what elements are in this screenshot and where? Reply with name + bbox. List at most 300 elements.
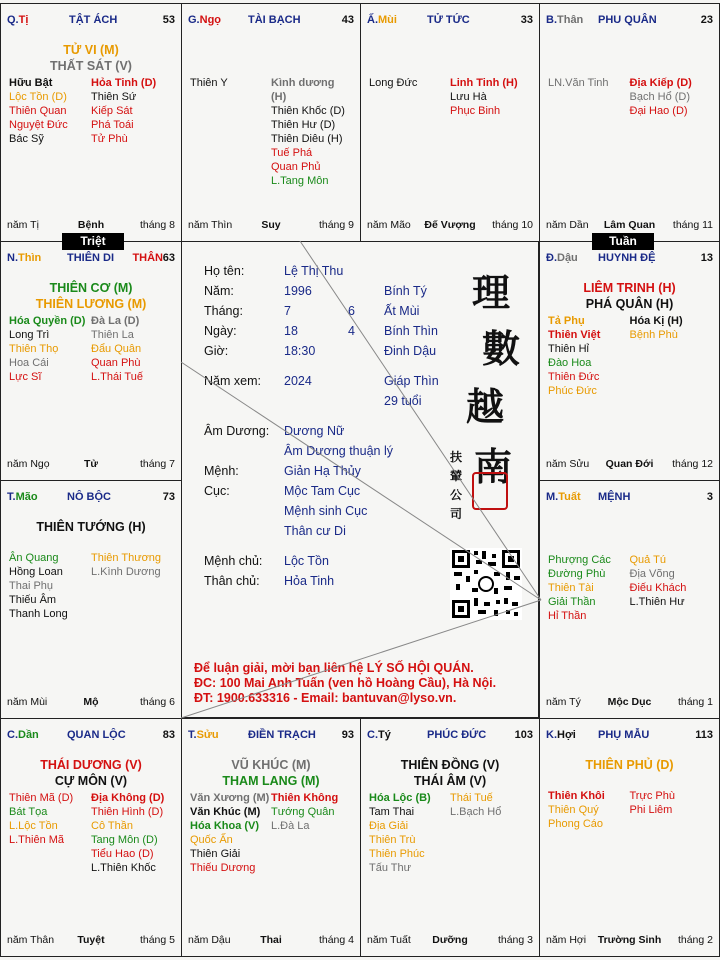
palace-footer	[367, 219, 533, 233]
palace-branch	[546, 491, 581, 503]
palace-number: 113	[695, 729, 713, 741]
palace-name: PHÚC ĐỨC	[427, 729, 487, 741]
minor-star: L.Bạch Hổ	[450, 806, 502, 818]
truong-sinh-stage: Tuyệt	[77, 934, 105, 946]
minor-star: Hữu Bật	[9, 77, 53, 89]
palace-name: TỬ TỨC	[427, 14, 470, 26]
palace-branch	[546, 252, 578, 264]
palace-stem: Đ.	[546, 252, 557, 264]
nam-can-chi: Bính Tý	[384, 284, 427, 298]
luu-thang-month: tháng 2	[677, 934, 713, 946]
palace-branch	[7, 252, 41, 264]
minor-star: Kình dương (H)	[271, 77, 335, 103]
minor-star: Tam Thai	[369, 806, 415, 818]
palace-6[interactable]	[539, 718, 720, 957]
minor-star: Tấu Thư	[369, 862, 412, 874]
palace-number: 73	[162, 491, 175, 503]
minor-star: Địa Không (D)	[91, 792, 165, 804]
main-star: THIÊN TƯỚNG (H)	[36, 520, 146, 534]
palace-stem: T.	[188, 729, 197, 741]
minor-star: Quan Phù	[91, 357, 141, 369]
palace-branch	[7, 491, 38, 503]
minor-star: Thiên Quý	[548, 804, 599, 816]
palace-footer	[546, 934, 713, 948]
minor-stars-left	[190, 791, 271, 875]
minor-star: Bạch Hổ (D)	[629, 91, 691, 103]
palace-8[interactable]	[181, 718, 361, 957]
main-star: THẤT SÁT (V)	[50, 59, 132, 73]
palace-9[interactable]	[0, 718, 182, 957]
palace-name: MỆNH	[598, 491, 631, 503]
minor-stars	[190, 76, 352, 188]
luu-nien-year: năm Thìn	[188, 219, 233, 231]
main-star: THIÊN CƠ (M)	[49, 281, 133, 295]
luu-nien-year: năm Mùi	[7, 696, 48, 708]
palace-number: 43	[341, 14, 354, 26]
palace-number: 93	[341, 729, 354, 741]
calligraphy-char-2: 數	[482, 326, 521, 371]
palace-number: 103	[514, 729, 533, 741]
minor-star: Đại Hao (D)	[629, 105, 688, 117]
luu-thang-month: tháng 10	[492, 219, 533, 231]
minor-stars-right	[630, 314, 712, 398]
minor-stars	[548, 76, 711, 118]
luu-thang-month: tháng 7	[139, 458, 175, 470]
nam-value: 1996	[284, 284, 312, 298]
minor-stars-right	[91, 551, 173, 621]
truong-sinh-stage: Quan Đới	[605, 458, 654, 470]
minor-star: Cô Thần	[91, 820, 133, 832]
minor-star: Lộc Tồn (D)	[9, 91, 67, 103]
minor-stars-right	[271, 76, 352, 188]
truong-sinh-stage: Đế Vượng	[424, 219, 476, 231]
minor-star: Văn Khúc (M)	[190, 806, 261, 818]
luu-nien-year: năm Thân	[7, 934, 55, 946]
main-stars	[1, 757, 181, 789]
minor-star: Thiên Sứ	[91, 91, 137, 103]
palace-stem: Ấ.	[367, 14, 378, 26]
menh-chu-label: Mệnh chủ:	[204, 554, 263, 568]
palace-stem: G.	[188, 14, 200, 26]
minor-star: Điếu Khách	[629, 582, 687, 594]
ho-ten-label: Họ tên:	[204, 264, 245, 278]
menh-label: Mệnh:	[204, 464, 239, 478]
palace-branch	[367, 14, 397, 26]
minor-star: Tuế Phá	[271, 147, 313, 159]
nam-xem-value: 2024	[284, 374, 312, 388]
palace-0[interactable]	[0, 3, 182, 242]
palace-branch	[7, 729, 39, 741]
minor-star: Thiên Hư (D)	[271, 119, 336, 131]
luu-nien-year: năm Ngọ	[7, 458, 50, 470]
red-seal-stamp	[472, 472, 508, 510]
minor-star: Lưu Hà	[450, 91, 487, 103]
thang-can-chi: Ất Mùi	[384, 304, 420, 318]
palace-branch	[188, 14, 221, 26]
palace-name: TÀI BẠCH	[248, 14, 301, 26]
gio-value: 18:30	[284, 344, 316, 358]
palace-name: THIÊN DI	[67, 252, 115, 264]
ho-ten-value: Lệ Thị Thu	[284, 264, 344, 278]
luu-nien-year: năm Dậu	[188, 934, 231, 946]
center-info-panel	[181, 241, 539, 718]
minor-stars-left	[548, 553, 630, 623]
qr-code[interactable]	[450, 548, 522, 620]
main-star: THÁI DƯƠNG (V)	[40, 758, 142, 772]
minor-star: L.Lộc Tồn	[9, 820, 58, 832]
luu-nien-year: năm Mão	[367, 219, 411, 231]
thang-label: Tháng:	[204, 304, 243, 318]
luu-nien-year: năm Tý	[546, 696, 581, 708]
minor-stars-left	[548, 789, 630, 831]
palace-stem: Q.	[7, 14, 19, 26]
minor-stars-left	[9, 314, 91, 384]
palace-footer	[7, 219, 175, 233]
cuc-label: Cục:	[204, 484, 230, 498]
minor-stars-right	[91, 76, 173, 146]
minor-star: L.Thái Tuế	[91, 371, 143, 383]
nam-label: Năm:	[204, 284, 234, 298]
palace-branch-name: Hợi	[557, 729, 576, 741]
contact-address: ĐC: 100 Mai Anh Tuấn (ven hồ Hoàng Cầu), Hà Nội.	[194, 676, 497, 690]
minor-star: L.Thiên Hư	[629, 596, 685, 608]
gio-label: Giờ:	[204, 344, 229, 358]
thang-value: 7	[284, 304, 291, 318]
palace-10[interactable]	[0, 480, 182, 719]
main-stars	[182, 757, 360, 789]
luu-thang-month: tháng 8	[139, 219, 175, 231]
minor-star: Thiếu Âm	[9, 594, 57, 606]
palace-header	[1, 719, 181, 741]
luu-nien-year: năm Sửu	[546, 458, 590, 470]
palace-11[interactable]	[0, 241, 182, 481]
minor-stars-left	[548, 76, 630, 118]
minor-star: Đường Phù	[548, 568, 606, 580]
minor-star: Phúc Đức	[548, 385, 597, 397]
minor-star: Tang Môn (D)	[91, 834, 158, 846]
palace-name: TẬT ÁCH	[69, 14, 118, 26]
luu-thang-month: tháng 11	[672, 219, 713, 231]
palace-number: 23	[700, 14, 713, 26]
than-chu-label: Thân chủ:	[204, 574, 260, 588]
palace-branch-name: Thìn	[18, 252, 42, 264]
cuc-relation: Mệnh sinh Cục	[284, 504, 368, 518]
minor-star: Thiên Y	[190, 77, 228, 89]
minor-star: Đào Hoa	[548, 357, 592, 369]
ngay-label: Ngày:	[204, 324, 237, 338]
minor-star: LN.Văn Tinh	[548, 77, 609, 89]
luu-nien-year: năm Tuất	[367, 934, 411, 946]
palace-2[interactable]	[360, 3, 540, 242]
minor-star: Tả Phụ	[548, 315, 585, 327]
minor-star: L.Tang Môn	[271, 175, 329, 187]
minor-stars-right	[630, 789, 712, 831]
main-stars	[1, 280, 181, 312]
palace-name: HUYNH ĐỆ	[598, 252, 656, 264]
minor-star: Thiên Việt	[548, 329, 601, 341]
main-star: CỰ MÔN (V)	[54, 774, 128, 788]
gio-can-chi: Đinh Dậu	[384, 344, 437, 358]
minor-star: Quốc Ấn	[190, 834, 233, 846]
palace-header	[182, 719, 360, 741]
palace-branch	[7, 14, 28, 26]
am-duong-value: Dương Nữ	[284, 424, 345, 438]
minor-stars-right	[271, 791, 352, 875]
am-duong-ly: Âm Dương thuận lý	[284, 444, 393, 458]
nam-xem-label: Năm xem:	[204, 374, 261, 388]
minor-stars	[9, 76, 173, 146]
ngay-am: 4	[348, 324, 355, 338]
cuc-value: Mộc Tam Cục	[284, 484, 361, 498]
palace-number: 33	[520, 14, 533, 26]
palace-number: 13	[700, 252, 713, 264]
minor-star: Địa Giải	[369, 820, 409, 832]
minor-star: Bệnh Phù	[629, 329, 678, 341]
minor-star: Thiên Thọ	[9, 343, 59, 355]
main-star: TỬ VI (M)	[63, 43, 119, 57]
minor-star: Hỉ Thần	[548, 610, 587, 622]
palace-number: 63	[162, 252, 175, 264]
minor-star: Thiên Hình (D)	[91, 806, 164, 818]
palace-branch-name: Mùi	[378, 14, 397, 26]
minor-stars	[9, 314, 173, 384]
palace-header	[1, 481, 181, 503]
minor-star: Thiên Phúc	[369, 848, 425, 860]
am-duong-label: Âm Dương:	[204, 424, 270, 438]
minor-star: Thiên Khôi	[548, 790, 605, 802]
minor-star: Thiên Thương	[91, 552, 162, 564]
palace-stem: K.	[546, 729, 557, 741]
minor-star: L.Thiên Mã	[9, 834, 65, 846]
minor-star: Đẩu Quân	[91, 343, 142, 355]
minor-stars	[548, 789, 711, 831]
luu-nien-year: năm Dần	[546, 219, 589, 231]
truong-sinh-stage: Bệnh	[77, 219, 105, 231]
minor-star: L.Đà La	[271, 820, 310, 832]
palace-branch-name: Ngọ	[199, 14, 222, 26]
minor-stars	[369, 791, 531, 875]
nam-xem-can-chi: Giáp Thìn	[384, 374, 439, 388]
main-stars	[540, 280, 719, 312]
minor-star: Kiếp Sát	[91, 105, 133, 117]
minor-star: Thiên Diêu (H)	[271, 133, 343, 145]
minor-star: Tử Phù	[91, 133, 128, 145]
minor-star: Đà La (D)	[91, 315, 140, 327]
minor-stars-left	[9, 76, 91, 146]
palace-footer	[367, 934, 533, 948]
main-stars	[361, 757, 539, 789]
calligraphy-char-4: 南	[474, 444, 513, 489]
truong-sinh-stage: Trường Sinh	[597, 934, 662, 946]
main-star: VŨ KHÚC (M)	[231, 758, 311, 772]
luu-thang-month: tháng 3	[497, 934, 533, 946]
palace-3[interactable]	[539, 3, 720, 242]
palace-5[interactable]	[539, 480, 720, 719]
truong-sinh-stage: Lâm Quan	[603, 219, 656, 231]
ngay-can-chi: Bính Thìn	[384, 324, 438, 338]
palace-footer	[546, 696, 713, 710]
palace-name: QUAN LỘC	[67, 729, 126, 741]
minor-star: Quả Tú	[629, 554, 666, 566]
palace-name: ĐIỀN TRẠCH	[248, 729, 316, 741]
minor-star: L.Kình Dương	[91, 566, 161, 578]
truong-sinh-stage: Mộ	[83, 696, 99, 708]
palace-name: NÔ BỘC	[67, 491, 111, 503]
minor-star: Tiểu Hao (D)	[91, 848, 154, 860]
palace-number: 3	[706, 491, 713, 503]
main-stars	[1, 42, 181, 74]
minor-star: Linh Tinh (H)	[450, 77, 518, 89]
minor-star: Nguyệt Đức	[9, 119, 68, 131]
minor-star: Thiên Mã (D)	[9, 792, 74, 804]
main-stars	[1, 519, 181, 535]
calligraphy-char-1: 理	[472, 270, 511, 315]
main-star: THÁI ÂM (V)	[413, 774, 487, 788]
palace-branch-name: Thân	[557, 14, 584, 26]
palace-header	[540, 481, 719, 503]
palace-stem: B.	[546, 14, 557, 26]
palace-footer	[546, 458, 713, 472]
main-star: THAM LANG (M)	[222, 774, 320, 788]
palace-footer	[7, 458, 175, 472]
palace-number: 83	[162, 729, 175, 741]
palace-branch	[188, 729, 219, 741]
minor-star: Long Đức	[369, 77, 418, 89]
minor-stars-right	[91, 314, 173, 384]
main-star: LIÊM TRINH (H)	[583, 281, 676, 295]
minor-star: Thái Tuế	[450, 792, 493, 804]
minor-star: Phi Liêm	[629, 804, 673, 816]
palace-branch-name: Dậu	[557, 252, 578, 264]
palace-branch	[546, 14, 583, 26]
truong-sinh-stage: Thai	[260, 934, 282, 946]
minor-star: Thiên Trù	[369, 834, 416, 846]
main-star: THIÊN LƯƠNG (M)	[35, 297, 147, 311]
minor-star: Phượng Các	[548, 554, 611, 566]
palace-branch-name: Sửu	[196, 729, 219, 741]
minor-stars-right	[450, 76, 531, 118]
minor-stars	[190, 791, 352, 875]
palace-name: PHỤ MẪU	[598, 729, 650, 741]
luu-nien-year: năm Tị	[7, 219, 39, 231]
palace-header	[182, 4, 360, 26]
ngay-value: 18	[284, 324, 298, 338]
minor-star: Thiên Quan	[9, 105, 67, 117]
minor-star: Hồng Loan	[9, 566, 63, 578]
minor-star: Thiên Hỉ	[548, 343, 589, 355]
palace-name: PHU QUÂN	[598, 14, 657, 26]
palace-stem: C.	[367, 729, 378, 741]
palace-number: 53	[162, 14, 175, 26]
luu-thang-month: tháng 5	[139, 934, 175, 946]
menh-chu-value: Lộc Tồn	[284, 554, 329, 568]
minor-stars-left	[9, 551, 91, 621]
truong-sinh-stage: Dưỡng	[432, 934, 468, 946]
minor-star: Hóa Quyền (D)	[9, 315, 86, 327]
palace-header	[361, 719, 539, 741]
minor-stars	[9, 791, 173, 875]
minor-star: Phong Cáo	[548, 818, 604, 830]
minor-star: Thiên Tài	[548, 582, 594, 594]
minor-star: Trực Phù	[629, 790, 675, 802]
minor-stars	[369, 76, 531, 118]
minor-star: Hoa Cái	[9, 357, 49, 369]
palace-header	[540, 719, 719, 741]
truong-sinh-stage: Tử	[83, 458, 99, 470]
minor-star: Bác Sỹ	[9, 133, 44, 145]
palace-branch	[546, 729, 576, 741]
minor-star: Giải Thần	[548, 596, 596, 608]
main-stars	[540, 757, 719, 773]
minor-star: Thiếu Dương	[190, 862, 256, 874]
minor-star: Thiên La	[91, 329, 134, 341]
truong-sinh-stage: Suy	[261, 219, 281, 231]
seal-side-text: 扶 輦 公 司	[450, 450, 463, 521]
palace-footer	[7, 934, 175, 948]
main-star: THIÊN ĐỒNG (V)	[400, 758, 500, 772]
minor-stars-right	[91, 791, 173, 875]
palace-branch-name: Dần	[18, 729, 39, 741]
palace-footer	[188, 934, 354, 948]
minor-star: Lực Sĩ	[9, 371, 42, 383]
palace-footer	[7, 696, 175, 710]
main-star: PHÁ QUÂN (H)	[585, 297, 674, 311]
contact-line-1: Để luận giải, mời bạn liên hệ LÝ SỐ HỘI QUÁN.	[194, 661, 474, 675]
palace-branch-name: Tị	[18, 14, 29, 26]
menh-value: Giản Hạ Thủy	[284, 464, 361, 478]
luu-thang-month: tháng 1	[677, 696, 713, 708]
luu-thang-month: tháng 4	[318, 934, 354, 946]
luu-thang-month: tháng 12	[672, 458, 713, 470]
minor-stars-right	[630, 553, 712, 623]
minor-star: Thiên Đức	[548, 371, 600, 383]
palace-branch-name: Tuất	[558, 491, 581, 503]
calligraphy-char-3: 越	[466, 384, 505, 429]
minor-stars-left	[9, 791, 91, 875]
palace-7[interactable]	[360, 718, 540, 957]
palace-stem: M.	[546, 491, 559, 503]
minor-star: L.Thiên Khốc	[91, 862, 156, 874]
palace-header	[540, 4, 719, 26]
palace-1[interactable]	[181, 3, 361, 242]
minor-stars-left	[548, 314, 630, 398]
palace-branch-name: Tý	[378, 729, 391, 741]
minor-star: Phá Toái	[91, 119, 134, 131]
minor-star: Địa Kiếp (D)	[629, 77, 692, 89]
minor-star: Long Trì	[9, 329, 50, 341]
minor-star: Địa Võng	[629, 568, 675, 580]
palace-footer	[188, 219, 354, 233]
minor-star: Hóa Kị (H)	[629, 315, 683, 327]
minor-star: Tướng Quân	[271, 806, 335, 818]
palace-4[interactable]	[539, 241, 720, 481]
tuan-marker: Tuần	[592, 233, 654, 250]
minor-stars-right	[630, 76, 712, 118]
contact-phone-email[interactable]: ĐT: 1900.633316 - Email: bantuvan@lyso.vn.	[194, 691, 457, 705]
main-star: THIÊN PHỦ (D)	[585, 758, 674, 772]
minor-star: Bát Tọa	[9, 806, 48, 818]
minor-star: Phục Binh	[450, 105, 501, 117]
tuoi-value: 29 tuổi	[384, 394, 422, 408]
palace-stem: T.	[7, 491, 16, 503]
minor-stars	[548, 314, 711, 398]
palace-header	[1, 4, 181, 26]
than-chu-value: Hỏa Tinh	[284, 574, 335, 588]
luu-nien-year: năm Hợi	[546, 934, 587, 946]
thang-am: 6	[348, 304, 355, 318]
minor-stars-left	[369, 76, 450, 118]
luu-thang-month: tháng 9	[318, 219, 354, 231]
